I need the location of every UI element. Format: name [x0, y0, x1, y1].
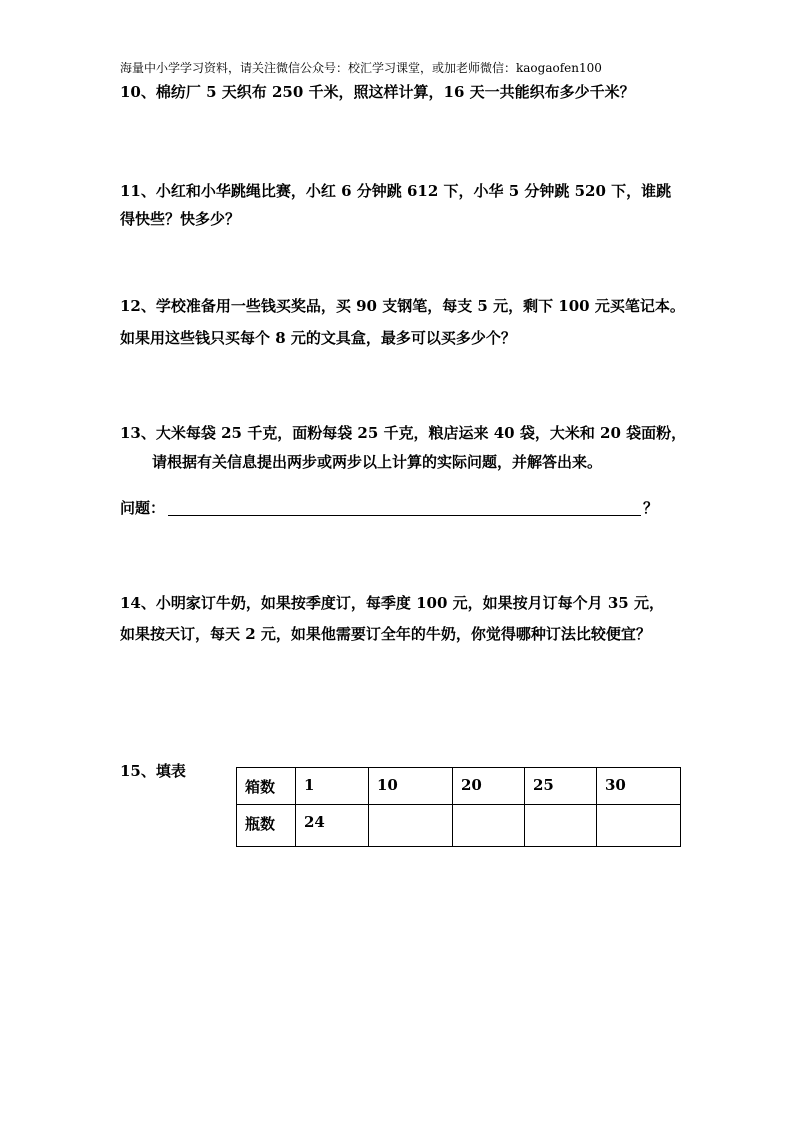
table-cell: 30 — [597, 768, 681, 805]
answer-line[interactable] — [168, 515, 641, 516]
table-cell-blank[interactable] — [597, 805, 681, 847]
table-cell: 瓶数 — [237, 805, 296, 847]
question-12-line-2: 如果用这些钱只买每个 8 元的文具盒，最多可以买多少个？ — [120, 329, 516, 347]
question-11-line-2: 得快些？快多少？ — [120, 210, 241, 228]
table-cell: 24 — [296, 805, 369, 847]
table-cell: 1 — [296, 768, 369, 805]
question-14-line-1: 14、小明家订牛奶，如果按季度订，每季度 100 元，如果按月订每个月 35 元， — [120, 594, 664, 612]
question-11-line-1: 11、小红和小华跳绳比赛，小红 6 分钟跳 612 下，小华 5 分钟跳 520 下，谁跳 — [120, 182, 672, 200]
question-mark: ？ — [643, 499, 659, 517]
table-cell: 25 — [525, 768, 597, 805]
question-12-line-1: 12、学校准备用一些钱买奖品，买 90 支钢笔，每支 5 元，剩下 100 元买笔记本。 — [120, 297, 685, 315]
page-header: 海量中小学学习资料，请关注微信公众号：校汇学习课堂，或加老师微信：kaogaofen100 — [120, 61, 602, 75]
question-15-label: 15、填表 — [120, 762, 186, 780]
table-cell: 10 — [369, 768, 453, 805]
table-cell-blank[interactable] — [525, 805, 597, 847]
question-13-line-1: 13、大米每袋 25 千克，面粉每袋 25 千克，粮店运来 40 袋，大米和 20 袋面粉， — [120, 424, 687, 442]
table-cell: 20 — [453, 768, 525, 805]
question-13-label: 问题： — [120, 499, 166, 517]
table-cell-blank[interactable] — [453, 805, 525, 847]
table-row — [237, 768, 681, 805]
fill-table — [236, 767, 681, 847]
table-row — [237, 805, 681, 847]
question-14-line-2: 如果按天订，每天 2 元，如果他需要订全年的牛奶，你觉得哪种订法比较便宜？ — [120, 625, 651, 643]
table-cell: 箱数 — [237, 768, 296, 805]
question-10: 10、棉纺厂 5 天织布 250 千米，照这样计算，16 天一共能织布多少千米？ — [120, 83, 635, 101]
question-13-line-2: 请根据有关信息提出两步或两步以上计算的实际问题，并解答出来。 — [152, 453, 603, 471]
table-cell-blank[interactable] — [369, 805, 453, 847]
